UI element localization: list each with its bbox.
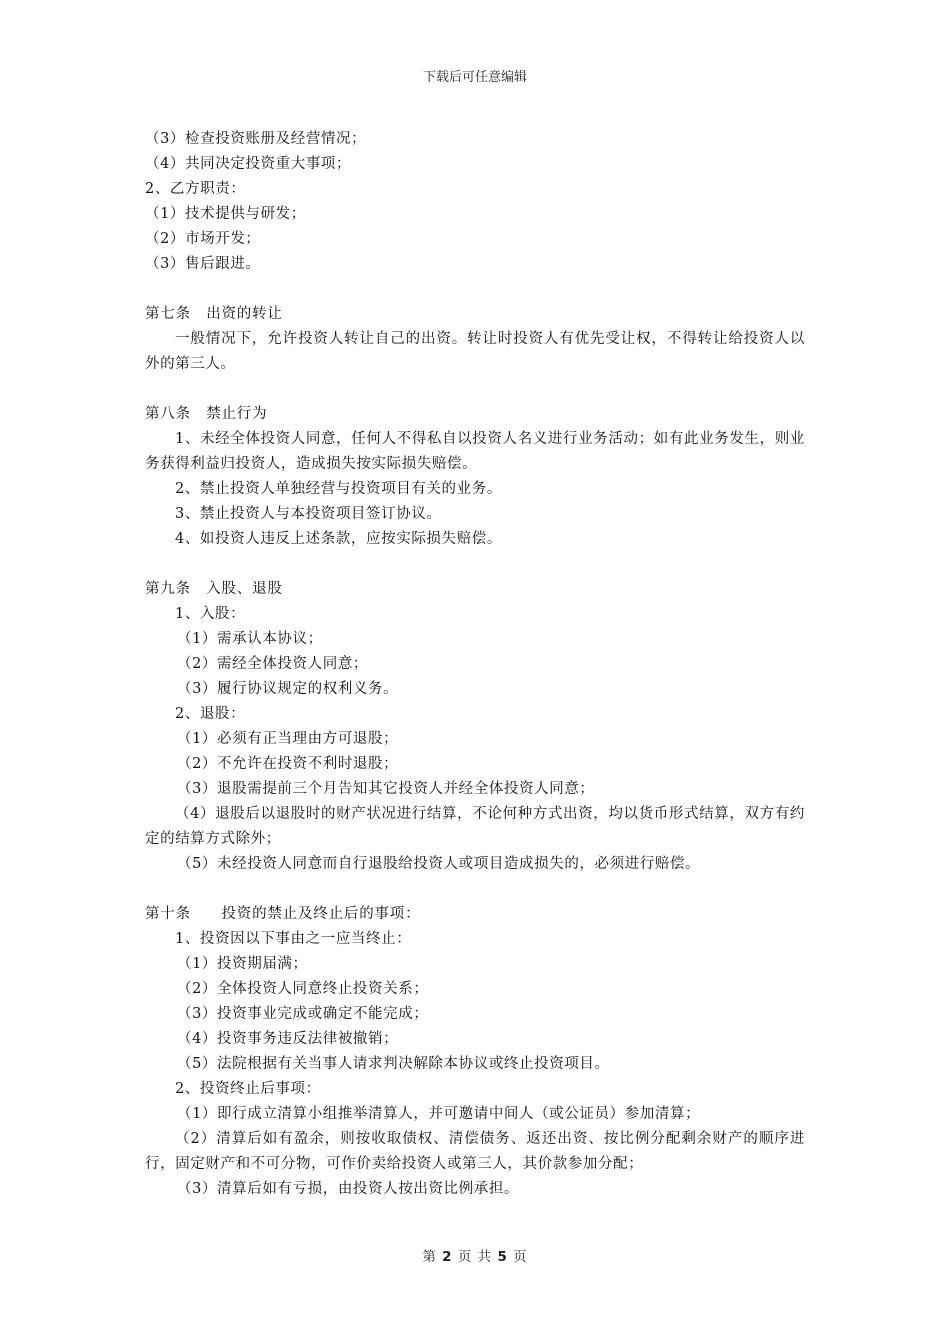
document-line: （2）市场开发；	[145, 231, 261, 247]
document-line: （1）必须有正当理由方可退股；	[177, 731, 399, 747]
document-line: （1）即行成立清算小组推举清算人，并可邀请中间人（或公证员）参加清算；	[177, 1106, 701, 1122]
document-line: （1）技术提供与研发；	[145, 206, 306, 222]
paragraph-spacer	[145, 277, 805, 302]
footer-prefix: 第	[422, 1249, 437, 1265]
document-line: （1）需承认本协议；	[177, 631, 323, 647]
document-line: 4、如投资人违反上述条款，应按实际损失赔偿。	[175, 531, 502, 547]
document-line: （5）法院根据有关当事人请求判决解除本协议或终止投资项目。	[177, 1056, 610, 1072]
document-line: （3）投资事业完成或确定不能完成；	[177, 1006, 429, 1022]
document-line: （3）售后跟进。	[145, 256, 261, 272]
current-page-number: 2	[442, 1249, 453, 1265]
document-line: （3）检查投资账册及经营情况；	[145, 131, 367, 147]
document-line: （2）需经全体投资人同意；	[177, 656, 369, 672]
article-heading: 第九条 入股、退股	[145, 581, 283, 597]
document-line: 2、退股：	[175, 706, 246, 722]
document-line: （2）清算后如有盈余，则按收取债权、清偿债务、返还出资、按比例分配剩余财产的顺序进行，固定财产和不可分物，可作价卖给投资人或第三人，其价款参加分配；	[145, 1131, 805, 1172]
paragraph-spacer	[145, 377, 805, 402]
total-page-number: 5	[497, 1249, 508, 1265]
article-heading: 第十条 投资的禁止及终止后的事项：	[145, 906, 421, 922]
document-line: （2）不允许在投资不利时退股；	[177, 756, 399, 772]
document-line: 1、入股：	[175, 606, 246, 622]
document-line: （3）清算后如有亏损，由投资人按出资比例承担。	[177, 1181, 520, 1197]
paragraph-spacer	[145, 877, 805, 902]
document-line: （4）共同决定投资重大事项；	[145, 156, 352, 172]
document-line: 1、投资因以下事由之一应当终止：	[175, 931, 412, 947]
page-footer	[0, 1245, 950, 1265]
footer-mid: 页 共	[457, 1249, 493, 1265]
document-line: 2、投资终止后事项：	[175, 1081, 321, 1097]
document-line: （4）退股后以退股时的财产状况进行结算，不论何种方式出资，均以货币形式结算，双方有约定的结算方式除外；	[145, 806, 805, 847]
document-line: 1、未经全体投资人同意，任何人不得私自以投资人名义进行业务活动；如有此业务发生，则业务获得利益归投资人，造成损失按实际损失赔偿。	[145, 431, 805, 472]
document-line: （3）退股需提前三个月告知其它投资人并经全体投资人同意；	[177, 781, 595, 797]
document-line: （3）履行协议规定的权利义务。	[177, 681, 399, 697]
document-line: （2）全体投资人同意终止投资关系；	[177, 981, 429, 997]
page-header: 下载后可任意编辑	[422, 70, 527, 85]
article-heading: 第八条 禁止行为	[145, 406, 268, 422]
document-line: 一般情况下，允许投资人转让自己的出资。转让时投资人有优先受让权，不得转让给投资人以外的第三人。	[145, 331, 805, 372]
article-heading: 第七条 出资的转让	[145, 306, 283, 322]
document-body	[145, 127, 805, 1202]
footer-suffix: 页	[513, 1249, 528, 1265]
document-line: 2、乙方职责：	[145, 181, 246, 197]
document-line: 2、禁止投资人单独经营与投资项目有关的业务。	[175, 481, 502, 497]
document-line: （4）投资事务违反法律被撤销；	[177, 1031, 399, 1047]
document-line: 3、禁止投资人与本投资项目签订协议。	[175, 506, 442, 522]
document-line: （1）投资期届满；	[177, 956, 308, 972]
paragraph-spacer	[145, 552, 805, 577]
document-line: （5）未经投资人同意而自行退股给投资人或项目造成损失的，必须进行赔偿。	[177, 856, 701, 872]
